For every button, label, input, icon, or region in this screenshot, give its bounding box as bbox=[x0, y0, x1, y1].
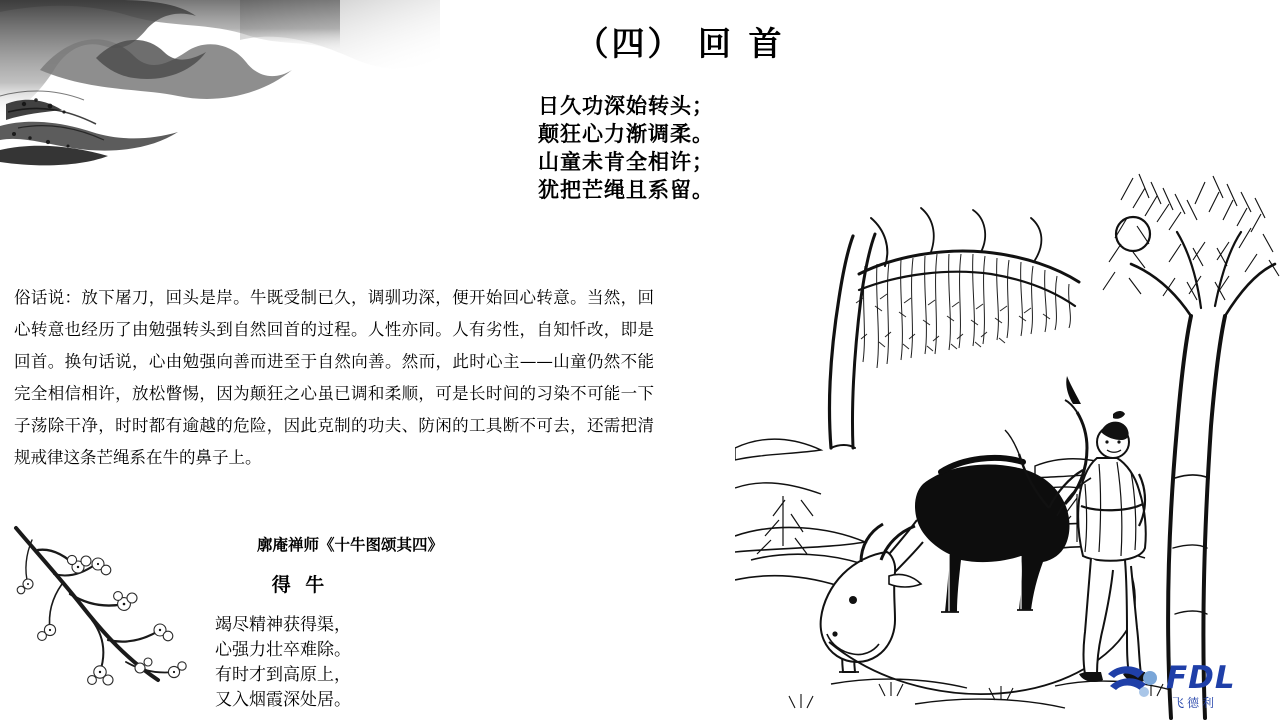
subverse-line-1: 竭尽精神获得渠， bbox=[215, 615, 351, 635]
logo-text: FDL bbox=[1166, 660, 1236, 696]
verse-line-2: 颠狂心力渐调柔。 bbox=[538, 121, 714, 146]
subverse-line-4: 又入烟霞深处居。 bbox=[215, 690, 351, 710]
prose-paragraph: 俗话说：放下屠刀，回头是岸。牛既受制已久，调驯功深，便开始回心转意。当然，回心转意也经历了由勉强转头到自然回首的过程。人性亦同。人有劣性，自知忏改，即是回首。换句话说，心由勉强向善而进至于自然向善。然而，此时心主——山童仍然不能完全相信相许，放松瞥惕，因为颠狂之心虽已调和柔顺，可是长时间的习染不可能一下子荡除干净，时时都有逾越的危险，因此克制的功夫、防闲的工具断不可去，还需把清规戒律这条芒绳系在牛的鼻子上。 bbox=[14, 288, 654, 467]
ink-landscape-decoration bbox=[0, 0, 440, 175]
subverse-line-3: 有时才到高原上， bbox=[215, 665, 351, 685]
verse-line-1: 日久功深始转头； bbox=[538, 93, 714, 118]
page-title: （四） 回 首 bbox=[575, 24, 785, 63]
verse-block bbox=[538, 92, 714, 204]
verse-line-3: 山童未肯全相许； bbox=[538, 149, 714, 174]
poem-subtitle: 得 牛 bbox=[271, 574, 329, 596]
verse-line-4: 犹把芒绳且系留。 bbox=[538, 177, 714, 202]
plum-blossom-branch-decoration bbox=[8, 520, 203, 715]
subverse-line-2: 心强力壮卒难除。 bbox=[215, 640, 351, 660]
ox-herding-ink-painting bbox=[735, 148, 1280, 720]
logo-subtext: 飞德利 bbox=[1172, 696, 1218, 710]
brand-logo bbox=[1104, 658, 1272, 714]
poem-attribution: 廓庵禅师《十牛图颂其四》 bbox=[256, 535, 443, 554]
poem-subverse bbox=[215, 613, 351, 713]
logo-mark-icon bbox=[1104, 658, 1164, 712]
